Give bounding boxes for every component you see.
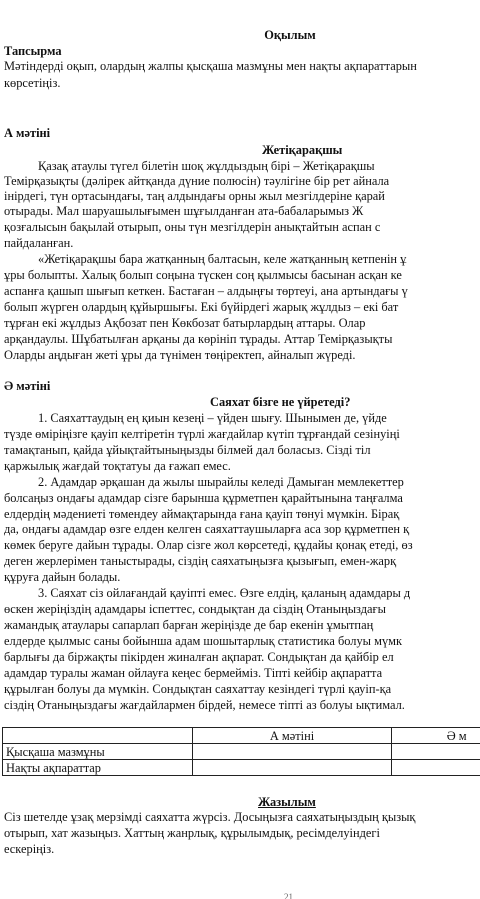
text-a-line: қозғалысын бақылай отырып, оны түн мезгілдерін анықтайтын аспан с (4, 220, 381, 234)
text-b-line: сіздің Отаныңыздағы жағдайлармен бірдей, немесе тіпті аз болуы ықтимал. (4, 698, 405, 712)
table-row (3, 744, 480, 760)
text-a-line: ұры болыпты. Халық болып соңына түскен соң қылмысы басынан асқан ке (4, 268, 402, 282)
page-number: 21 (284, 892, 293, 899)
text-a-line: болып жүрген олардың құйыршығы. Екі бүйірдегі жарық жұлдыз – екі бат (4, 300, 399, 314)
text-a-label: А мәтіні (4, 126, 51, 140)
table-cell (392, 744, 480, 760)
text-b-line: 2. Адамдар әрқашан да жылы шырайлы келеді Дамыған мемлекеттер (38, 475, 404, 489)
writing-line: отырып, хат жазыңыз. Хаттың жанрлық, құрылымдық, ресімделуіндегі (4, 826, 380, 840)
text-a-line: тұрған екі жұлдыз Ақбозат пен Көкбозат батырлардың аттары. Олар (4, 316, 366, 330)
text-b-line: деген жерлерімен таныстырады, сіздің саяхатыңызға қызығып, емен-жарқ (4, 554, 397, 568)
table-cell (392, 760, 480, 776)
table-row (3, 760, 480, 776)
text-b-line: құруға дайын болады. (4, 570, 121, 584)
text-b-line: құрылған болуы да мүмкін. Сондықтан саяхаттау кезіндегі түрлі қауіп-қа (4, 682, 392, 696)
text-b-label: Ә мәтіні (4, 379, 51, 393)
table-cell (192, 760, 392, 776)
table-cell (192, 744, 392, 760)
text-a-line: отырады. Мал шаруашылығымен шұғылданған ата-бабаларымыз Ж (4, 204, 364, 218)
table-cell: Қысқаша мазмұны (3, 744, 193, 760)
writing-line: ескеріңіз. (4, 842, 55, 856)
writing-line: Сіз шетелде ұзақ мерзімді саяхатта жүрсіз. Досыңызға саяхатыңыздың қызық (4, 810, 416, 824)
text-b-line: 1. Саяхаттаудың ең қиын кезеңі – үйден шығу. Шынымен де, үйде (38, 411, 387, 425)
writing-title: Жазылым (258, 795, 316, 809)
text-b-line: елдерде қылмыс саны бойынша адам шошытарлық статистика болуы мүмк (4, 634, 403, 648)
task-label: Тапсырма (4, 44, 62, 58)
text-b-line: болсаңыз ондағы адамдар сізге барынша құрметпен қарайтынына таңғалма (4, 491, 403, 505)
text-a-line: Темірқазықты (дәлірек айтқанда дүние полюсін) тәулігіне бір рет айнала (4, 174, 390, 188)
text-b-line: да, ондағы адамдар өзге елден келген саяхаттаушыларға аса зор құрметпен қ (4, 522, 410, 536)
section-title: Оқылым (264, 28, 316, 42)
text-b-line: елдердің мәдениеті төмендеу аймақтарында ғана қауіп төнуі мүмкін. Бірақ (4, 507, 400, 521)
text-b-line: өскен жеріңіздің адамдары іспеттес, сондықтан да сіздің Отаныңыздағы (4, 602, 386, 616)
text-a-line: «Жетіқарақшы бара жатқанның балтасын, келе жатқанның кетпенін ұ (38, 252, 407, 266)
text-a-line: арқандаулы. Шұбатылған арқаны да көрініп тұрады. Аттар Темірқазықты (4, 332, 393, 346)
text-b-title: Саяхат бізге не үйретеді? (210, 395, 351, 409)
text-b-line: 3. Саяхат сіз ойлағандай қауіпті емес. Өзге елдің, қаланың адамдары д (38, 586, 411, 600)
text-b-line: тамақтанып, қайда ұйықтайтыныңызды білмей дал боласыз. Сізді тіл (4, 443, 371, 457)
text-a-line: Қазақ атаулы түгел білетін шоқ жұлдыздың бірі – Жетіқарақшы (38, 159, 375, 173)
text-b-line: адамдар туралы жаман ойлауға кеңес бермейміз. Тіпті кейбір ақпаратта (4, 666, 383, 680)
table-cell: Нақты ақпараттар (3, 760, 193, 776)
text-a-line: Оларды аңдыған жеті ұры да түнімен төңіректеп, айналып жүреді. (4, 348, 356, 362)
table-header-row (3, 728, 480, 744)
text-b-line: көмек беруге дайын тұрады. Олар сізге жол көрсетеді, құдайы қонақ етеді, өз (4, 538, 413, 552)
text-a-title: Жетіқарақшы (262, 143, 343, 157)
text-b-line: түзде өміріңізге қауіп келтіретін түрлі жағдайлар күтіп тұрғандай сезінуіңі (4, 427, 400, 441)
text-b-line: қаржылық жағдай тоқтатуы да ғажап емес. (4, 459, 231, 473)
text-a-line: аспанға қашып шығып кеткен. Бастаған – алдыңғы төртеуі, ана артындағы ү (4, 284, 408, 298)
task-line: көрсетіңіз. (4, 76, 61, 90)
text-b-line: барлығы да біржақты пікірден жиналған ақпарат. Сондықтан да қайбір ел (4, 650, 394, 664)
task-line: Мәтіндерді оқып, олардың жалпы қысқаша мазмұны мен нақты ақпараттарын (4, 59, 417, 73)
text-a-line: пайдаланған. (4, 236, 74, 250)
summary-table (2, 727, 480, 776)
table-header-cell (3, 728, 193, 744)
table-header-cell: Ә м (392, 728, 480, 744)
text-b-line: жамандық атаулары сапарлап барған жеріңізде де бар екенін ұмытпаң (4, 618, 374, 632)
table-header-cell: А мәтіні (192, 728, 392, 744)
text-a-line: інірдегі, түн ортасындағы, таң алдындағы орны жыл мезгілдеріне қарай (4, 189, 385, 203)
